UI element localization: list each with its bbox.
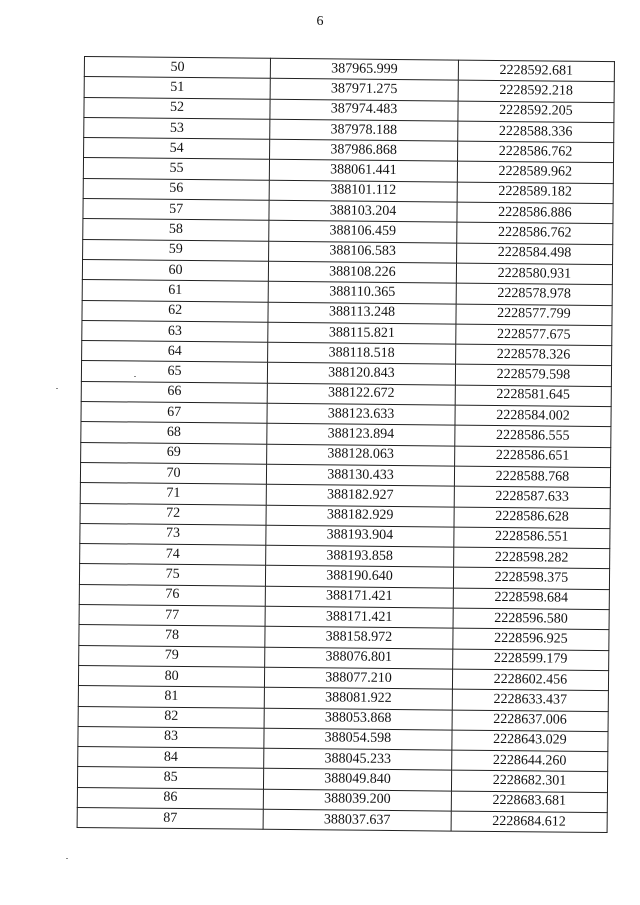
- page-number: 6: [316, 14, 324, 29]
- x-coordinate-cell: 388115.821: [268, 322, 456, 344]
- point-number-cell: 72: [80, 503, 266, 525]
- point-number-cell: 82: [78, 706, 264, 728]
- point-number-cell: 81: [78, 686, 264, 708]
- y-coordinate-cell: 2228588.336: [458, 121, 614, 143]
- point-number-cell: 62: [82, 300, 268, 322]
- x-coordinate-cell: 388118.518: [268, 342, 456, 364]
- point-number-cell: 50: [84, 57, 270, 79]
- x-coordinate-cell: 388049.840: [264, 769, 452, 791]
- y-coordinate-cell: 2228586.628: [454, 507, 610, 529]
- x-coordinate-cell: 388108.226: [268, 261, 456, 283]
- y-coordinate-cell: 2228602.456: [452, 669, 608, 691]
- scan-speck: [134, 376, 136, 377]
- point-number-cell: 87: [77, 807, 263, 829]
- scan-speck: [66, 858, 68, 859]
- point-number-cell: 55: [83, 158, 269, 180]
- x-coordinate-cell: 388193.858: [266, 545, 454, 567]
- point-number-cell: 79: [79, 645, 265, 667]
- x-coordinate-cell: 388171.421: [265, 606, 453, 628]
- y-coordinate-cell: 2228644.260: [452, 750, 608, 772]
- y-coordinate-cell: 2228586.886: [457, 202, 613, 224]
- y-coordinate-cell: 2228584.002: [455, 405, 611, 427]
- point-number-cell: 57: [83, 199, 269, 221]
- y-coordinate-cell: 2228598.684: [453, 588, 609, 610]
- x-coordinate-cell: 388039.200: [263, 789, 451, 811]
- point-number-cell: 75: [79, 564, 265, 586]
- y-coordinate-cell: 2228586.762: [457, 141, 613, 163]
- point-number-cell: 65: [81, 361, 267, 383]
- point-number-cell: 67: [81, 402, 267, 424]
- x-coordinate-cell: 388106.459: [269, 221, 457, 243]
- y-coordinate-cell: 2228599.179: [452, 649, 608, 671]
- x-coordinate-cell: 388128.063: [267, 444, 455, 466]
- point-number-cell: 51: [84, 77, 270, 99]
- y-coordinate-cell: 2228637.006: [452, 710, 608, 732]
- x-coordinate-cell: 388076.801: [265, 647, 453, 669]
- x-coordinate-cell: 388158.972: [265, 627, 453, 649]
- y-coordinate-cell: 2228577.675: [456, 324, 612, 346]
- point-number-cell: 70: [80, 462, 266, 484]
- y-coordinate-cell: 2228589.962: [457, 162, 613, 184]
- y-coordinate-cell: 2228684.612: [451, 811, 607, 833]
- y-coordinate-cell: 2228580.931: [456, 263, 612, 285]
- y-coordinate-cell: 2228598.282: [453, 547, 609, 569]
- x-coordinate-cell: 388053.868: [264, 708, 452, 730]
- x-coordinate-cell: 387978.188: [270, 119, 458, 141]
- y-coordinate-cell: 2228587.633: [454, 486, 610, 508]
- point-number-cell: 84: [78, 747, 264, 769]
- x-coordinate-cell: 388061.441: [269, 160, 457, 182]
- point-number-cell: 59: [83, 239, 269, 261]
- y-coordinate-cell: 2228584.498: [456, 243, 612, 265]
- x-coordinate-cell: 387971.275: [270, 79, 458, 101]
- x-coordinate-cell: 388113.248: [268, 302, 456, 324]
- y-coordinate-cell: 2228596.925: [453, 628, 609, 650]
- y-coordinate-cell: 2228586.762: [457, 222, 613, 244]
- x-coordinate-cell: 387986.868: [270, 139, 458, 161]
- x-coordinate-cell: 388130.433: [267, 464, 455, 486]
- point-number-cell: 80: [78, 665, 264, 687]
- point-number-cell: 60: [82, 259, 268, 281]
- y-coordinate-cell: 2228586.651: [454, 446, 610, 468]
- point-number-cell: 74: [80, 544, 266, 566]
- scan-speck: [56, 388, 58, 389]
- point-number-cell: 64: [82, 341, 268, 363]
- x-coordinate-cell: 388103.204: [269, 200, 457, 222]
- x-coordinate-cell: 388182.927: [266, 485, 454, 507]
- y-coordinate-cell: 2228581.645: [455, 385, 611, 407]
- point-number-cell: 85: [77, 767, 263, 789]
- x-coordinate-cell: 388101.112: [269, 180, 457, 202]
- x-coordinate-cell: 388190.640: [266, 566, 454, 588]
- point-number-cell: 71: [80, 483, 266, 505]
- y-coordinate-cell: 2228683.681: [451, 791, 607, 813]
- y-coordinate-cell: 2228598.375: [453, 567, 609, 589]
- point-number-cell: 78: [79, 625, 265, 647]
- x-coordinate-cell: 388123.633: [267, 403, 455, 425]
- x-coordinate-cell: 388182.929: [266, 505, 454, 527]
- y-coordinate-cell: 2228592.218: [458, 80, 614, 102]
- y-coordinate-cell: 2228633.437: [452, 689, 608, 711]
- point-number-cell: 54: [84, 138, 270, 160]
- y-coordinate-cell: 2228586.551: [454, 527, 610, 549]
- table-row: [77, 807, 607, 832]
- point-number-cell: 52: [84, 97, 270, 119]
- y-coordinate-cell: 2228592.205: [458, 101, 614, 123]
- y-coordinate-cell: 2228578.978: [456, 283, 612, 305]
- point-number-cell: 83: [78, 726, 264, 748]
- x-coordinate-cell: 388037.637: [263, 809, 451, 831]
- point-number-cell: 63: [82, 320, 268, 342]
- y-coordinate-cell: 2228596.580: [453, 608, 609, 630]
- point-number-cell: 86: [77, 787, 263, 809]
- y-coordinate-cell: 2228586.555: [455, 425, 611, 447]
- x-coordinate-cell: 388054.598: [264, 728, 452, 750]
- point-number-cell: 53: [84, 117, 270, 139]
- x-coordinate-cell: 388171.421: [265, 586, 453, 608]
- y-coordinate-cell: 2228682.301: [451, 770, 607, 792]
- point-number-cell: 68: [81, 422, 267, 444]
- x-coordinate-cell: 388077.210: [265, 667, 453, 689]
- x-coordinate-cell: 387974.483: [270, 99, 458, 121]
- coordinates-table: [77, 56, 615, 833]
- x-coordinate-cell: 388123.894: [267, 424, 455, 446]
- y-coordinate-cell: 2228589.182: [457, 182, 613, 204]
- point-number-cell: 56: [83, 178, 269, 200]
- x-coordinate-cell: 387965.999: [270, 58, 458, 80]
- point-number-cell: 66: [81, 381, 267, 403]
- x-coordinate-cell: 388193.904: [266, 525, 454, 547]
- y-coordinate-cell: 2228578.326: [455, 344, 611, 366]
- point-number-cell: 73: [80, 523, 266, 545]
- x-coordinate-cell: 388106.583: [269, 241, 457, 263]
- point-number-cell: 69: [81, 442, 267, 464]
- y-coordinate-cell: 2228643.029: [452, 730, 608, 752]
- x-coordinate-cell: 388122.672: [267, 383, 455, 405]
- y-coordinate-cell: 2228579.598: [455, 365, 611, 387]
- x-coordinate-cell: 388110.365: [268, 282, 456, 304]
- point-number-cell: 77: [79, 604, 265, 626]
- y-coordinate-cell: 2228592.681: [458, 60, 614, 82]
- point-number-cell: 61: [82, 280, 268, 302]
- x-coordinate-cell: 388045.233: [264, 748, 452, 770]
- y-coordinate-cell: 2228577.799: [456, 304, 612, 326]
- y-coordinate-cell: 2228588.768: [454, 466, 610, 488]
- point-number-cell: 76: [79, 584, 265, 606]
- x-coordinate-cell: 388120.843: [268, 363, 456, 385]
- x-coordinate-cell: 388081.922: [264, 687, 452, 709]
- point-number-cell: 58: [83, 219, 269, 241]
- coordinates-table-body: [77, 57, 614, 833]
